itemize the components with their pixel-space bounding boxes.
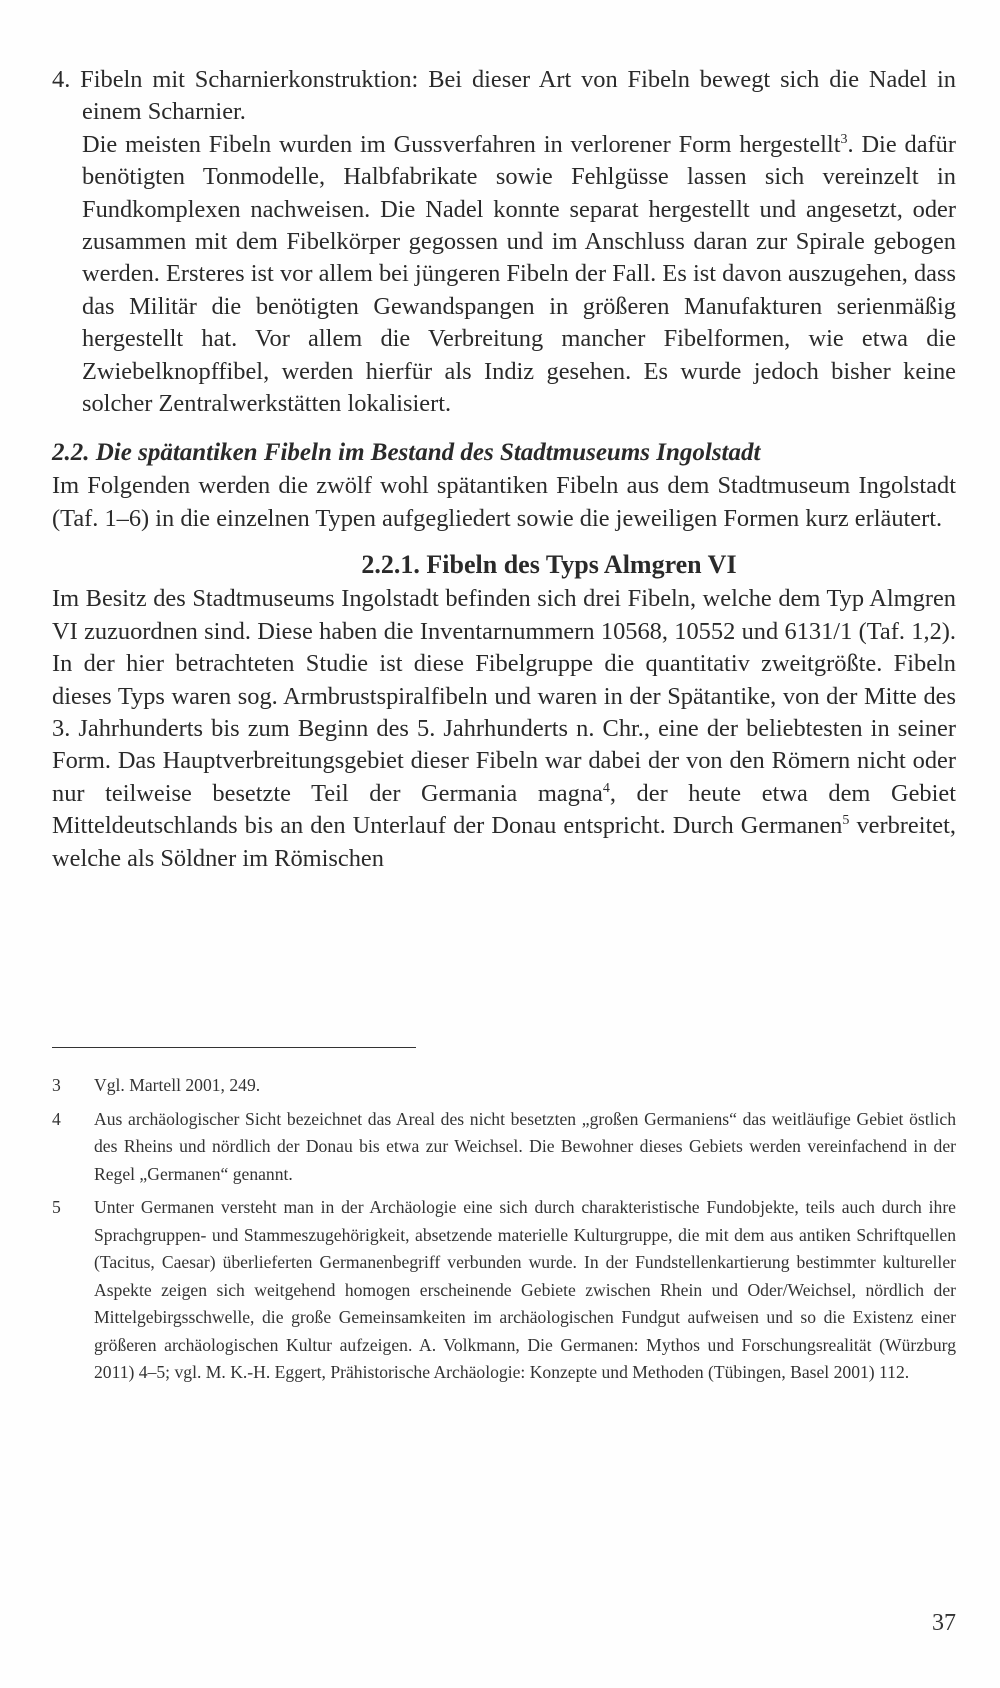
paragraph-text: verbreitet, welche als Söldner im Römischen (52, 812, 957, 872)
paragraph-casting (52, 129, 956, 421)
footnote-number: 3 (52, 1075, 61, 1095)
footnote-text: Unter Germanen versteht man in der Archäologie eine sich durch charakteristische Fundobjekte, teils auch durch ihre Sprachgruppen- und Stammeszugehörigkeit, absetzende materielle Kulturgruppe, die mit dem aus antiken Schriftquellen (Tacitus, Caesar) überlieferten Germanenbegriff verbunden wurde. In der Fundstellenkartierung bestimmter kultureller Aspekte zeigen sich weitgehend homogen erscheinende Gebiete zwischen Rhein und Oder/Weichsel, nördlich der Mittelgebirgsschwelle, die große Gemeinsamkeiten im archäologischen Fundgut aufweisen und so die Existenz einer größeren archäologischen Kultur aufzeigen. A. Volkmann, Die Germanen: Mythos und Forschungsrealität (Würzburg 2011) 4–5; vgl. M. K.-H. Eggert, Prähistorische Archäologie: Konzepte und Methoden (Tübingen, Basel 2001) 112. (94, 1197, 956, 1382)
list-item-text: Fibeln mit Scharnierkonstruktion: Bei dieser Art von Fibeln bewegt sich die Nadel in einem Scharnier. (80, 66, 956, 126)
list-item-4 (52, 64, 956, 129)
footnote-ref-3[interactable]: 3 (840, 131, 848, 147)
paragraph-almgren (52, 583, 956, 875)
section-heading: 2.2. Die spätantiken Fibeln im Bestand des Stadtmuseums Ingolstadt (52, 439, 761, 467)
footnote-ref-4[interactable]: 4 (602, 780, 610, 796)
footnote-number: 4 (52, 1108, 61, 1129)
paragraph-text: Die meisten Fibeln wurden im Gussverfahren in verlorener Form hergestellt (82, 130, 841, 158)
list-item-number: 4. (52, 66, 71, 93)
footnote-separator (52, 1047, 416, 1048)
footnote-number: 5 (52, 1197, 61, 1217)
paragraph-text: . Die dafür benötigten Tonmodelle, Halbfabrikate sowie Fehlgüsse lassen sich vereinzelt in Fundkomplexen nachweisen. Die Nadel konnte separat hergestellt und angesetzt, oder zusammen mit dem Fibelkörper gegossen und im Anschluss daran zur Spirale gebogen werden. Ersteres ist vor allem bei jüngeren Fibeln der Fall. Es ist davon auszugehen, dass das Militär die benötigten Gewandspangen in größeren Manufakturen serienmäßig hergestellt hat. Vor allem die Verbreitung mancher Fibelformen, wie etwa die Zwiebelknopffibel, werden hierfür als Indiz gesehen. Es wurde jedoch bisher keine solcher Zentralwerkstätten lokalisiert. (82, 130, 956, 418)
footnote-4 (52, 1106, 956, 1189)
footnote-3 (52, 1072, 956, 1100)
paragraph-text: , der heute etwa dem Gebiet Mitteldeutschlands bis an den Unterlauf der Donau entspricht. Durch Germanen (52, 779, 956, 840)
footnote-5 (52, 1194, 956, 1387)
subsection-heading: 2.2.1. Fibeln des Typs Almgren VI (361, 550, 737, 580)
main-text-block (52, 64, 956, 875)
paragraph-intro: Im Folgenden werden die zwölf wohl spätantiken Fibeln aus dem Stadtmuseum Ingolstadt (Taf. 1–6) in die einzelnen Typen aufgegliedert sowie die jeweiligen Formen kurz erläutert. (52, 472, 956, 532)
footnote-ref-5[interactable]: 5 (842, 813, 850, 829)
page-number: 37 (932, 1610, 956, 1636)
footnotes (52, 1072, 956, 1393)
footnote-text: Vgl. Martell 2001, 249. (94, 1075, 261, 1095)
paragraph-text: Im Besitz des Stadtmuseums Ingolstadt befinden sich drei Fibeln, welche dem Typ Almgren VI zuzuordnen sind. Diese haben die Inventarnummern 10568, 10552 und 6131/1 (Taf. 1,2). In der hier betrachteten Studie ist diese Fibelgruppe die quantitativ zweitgrößte. Fibeln dieses Typs waren sog. Armbrustspiralfibeln und waren in der Spätantike, von der Mitte des 3. Jahrhunderts bis zum Beginn des 5. Jahrhunderts n. Chr., eine der beliebtesten in seiner Form. Das Hauptverbreitungsgebiet dieser Fibeln war dabei der von den Römern nicht oder nur teilweise besetzte Teil der Germania magna (52, 585, 956, 807)
footnote-text: Aus archäologischer Sicht bezeichnet das Areal des nicht besetzten „großen Germaniens“ das weitläufige Gebiet östlich des Rheins und nördlich der Donau bis etwa zur Weichsel. Die Bewohner dieses Gebiets werden vereinfachend in der Regel „Germanen“ genannt. (94, 1108, 956, 1184)
